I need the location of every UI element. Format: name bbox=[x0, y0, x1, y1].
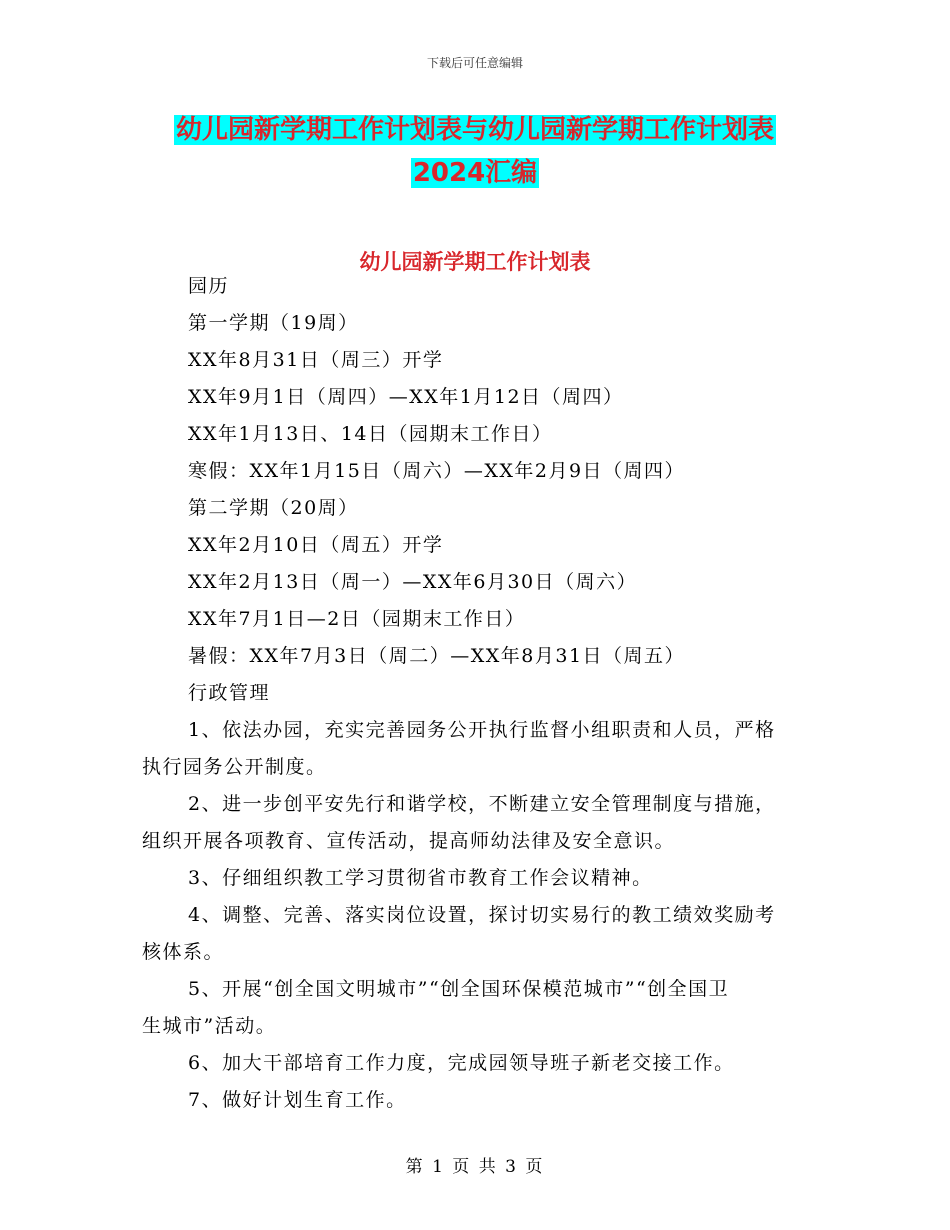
document-title-line-1: 幼儿园新学期工作计划表与幼儿园新学期工作计划表 bbox=[175, 115, 774, 145]
paragraph-1-line-1: 1、依法办园，充实完善园务公开执行监督小组职责和人员，严格 bbox=[188, 719, 776, 741]
paragraph-4-line-2: 核体系。 bbox=[142, 941, 225, 963]
body-line: 第二学期（20周） bbox=[188, 497, 359, 519]
body-line: XX年7月1日—2日（园期末工作日） bbox=[188, 608, 526, 630]
body-line: 园历 bbox=[188, 275, 230, 297]
body-line: 第一学期（19周） bbox=[188, 312, 359, 334]
paragraph-5-line-1: 5、开展“创全国文明城市”“创全国环保模范城市”“创全国卫 bbox=[188, 978, 730, 1000]
section-title: 幼儿园新学期工作计划表 bbox=[359, 250, 591, 274]
paragraph-7-line-1: 7、做好计划生育工作。 bbox=[188, 1089, 407, 1111]
paragraph-2-line-1: 2、进一步创平安先行和谐学校，不断建立安全管理制度与措施， bbox=[188, 793, 776, 815]
paragraph-1-line-2: 执行园务公开制度。 bbox=[142, 756, 327, 778]
paragraph-3-line-1: 3、仔细组织教工学习贯彻省市教育工作会议精神。 bbox=[188, 867, 653, 889]
body-line: XX年1月13日、14日（园期末工作日） bbox=[188, 423, 553, 445]
body-line: XX年8月31日（周三）开学 bbox=[188, 349, 444, 371]
page-footer: 第 1 页 共 3 页 bbox=[405, 1157, 545, 1177]
body-line: XX年2月13日（周一）—XX年6月30日（周六） bbox=[188, 571, 638, 593]
document-body bbox=[142, 268, 810, 1119]
header-note: 下载后可任意编辑 bbox=[426, 56, 523, 70]
paragraph-5-line-2: 生城市”活动。 bbox=[142, 1015, 277, 1037]
paragraph-4-line-1: 4、调整、完善、落实岗位设置，探讨切实易行的教工绩效奖励考 bbox=[188, 904, 776, 926]
paragraph-2-line-2: 组织开展各项教育、宣传活动，提高师幼法律及安全意识。 bbox=[142, 830, 676, 852]
paragraph-6-line-1: 6、加大干部培育工作力度，完成园领导班子新老交接工作。 bbox=[188, 1052, 735, 1074]
body-line: 暑假：XX年7月3日（周二）—XX年8月31日（周五） bbox=[188, 645, 686, 667]
body-line: 行政管理 bbox=[188, 682, 271, 704]
body-line: 寒假：XX年1月15日（周六）—XX年2月9日（周四） bbox=[188, 460, 686, 482]
document-title-line-2: 2024汇编 bbox=[412, 158, 538, 188]
body-line: XX年9月1日（周四）—XX年1月12日（周四） bbox=[188, 386, 624, 408]
body-line: XX年2月10日（周五）开学 bbox=[188, 534, 444, 556]
